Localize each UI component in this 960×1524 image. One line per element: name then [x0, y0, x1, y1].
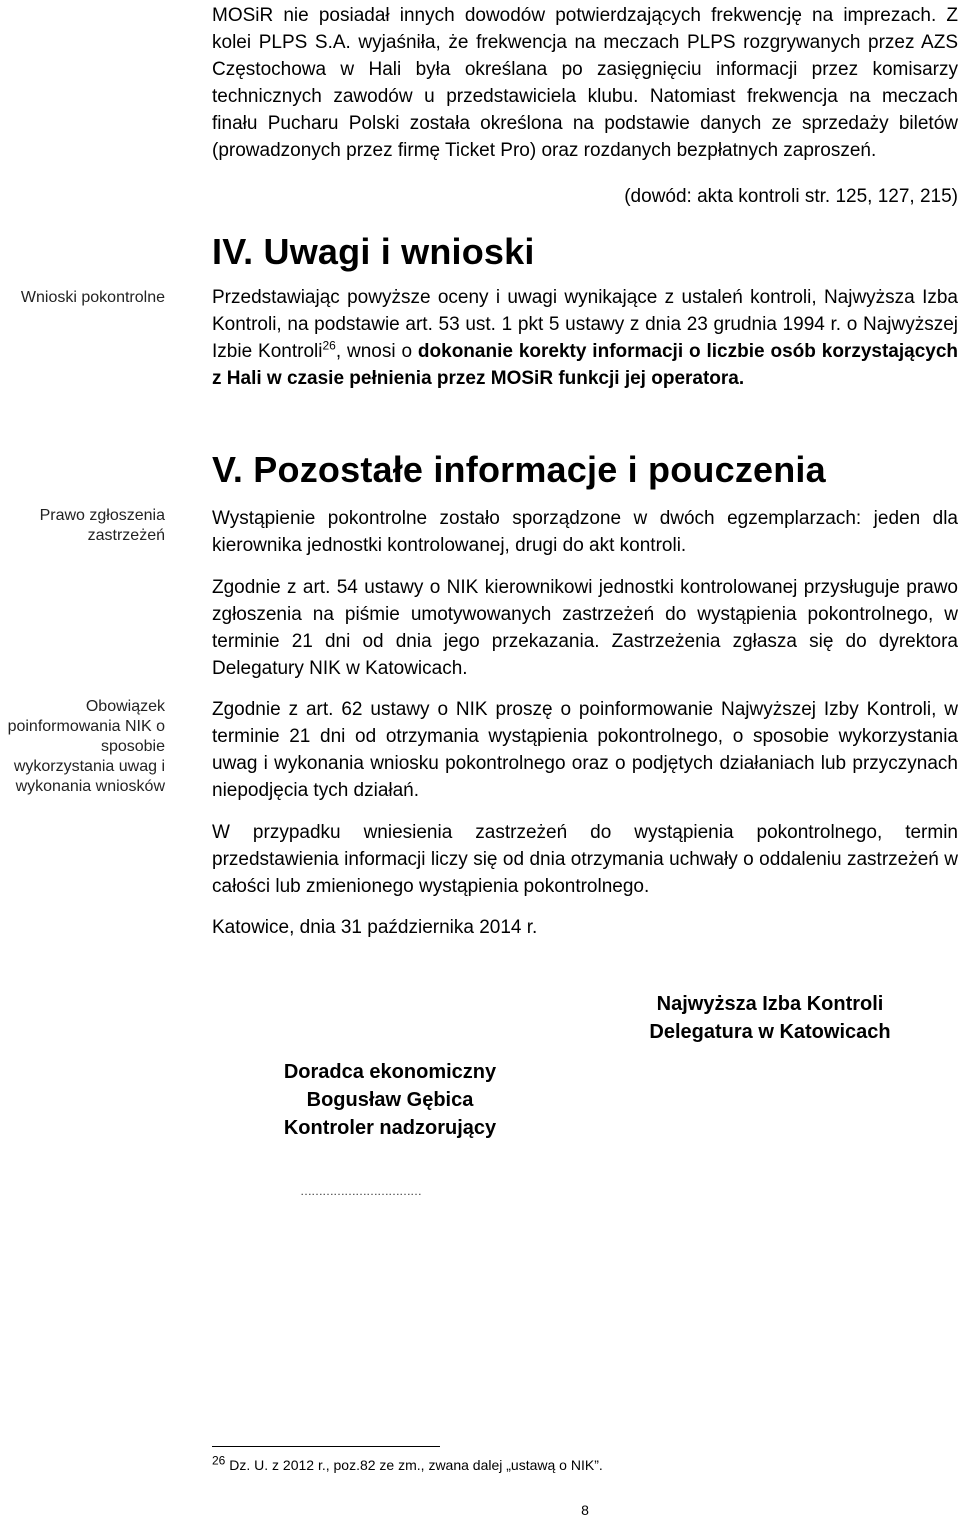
section-4-text-bold: dokonanie korekty informacji o liczbie osób korzystających z Hali w czasie pełnienia przez MOSiR funkcji jej operatora.	[212, 341, 958, 389]
section-4-paragraph	[212, 284, 958, 392]
margin-label-prawo: Prawo zgłoszenia zastrzeżeń	[39, 507, 165, 544]
signature-left-line-3: Kontroler nadzorujący	[283, 1117, 497, 1139]
section-5-para-1: Wystąpienie pokontrolne zostało sporządzone w dwóch egzemplarzach: jeden dla kierownika jednostki kontrolowanej, drugi do akt kontroli.	[212, 508, 958, 556]
section-5-heading: V. Pozostałe informacje i pouczenia	[212, 449, 826, 490]
margin-label-obowiazek: Obowiązek poinformowania NIK o sposobie wykorzystania uwag i wykonania wniosków	[7, 698, 165, 795]
footnote-number: 26	[212, 1453, 226, 1468]
section-5-para-3: Zgodnie z art. 62 ustawy o NIK proszę o poinformowanie Najwyższej Izby Kontroli, w terminie 21 dni od otrzymania wystąpienia pokontrolnego, o sposobie wykorzystania uwag i wykonania wniosku pokontrolnego oraz o podjętych działaniach lub przyczynach niepodjęcia tych działań.	[212, 699, 958, 801]
place-date: Katowice, dnia 31 października 2014 r.	[212, 917, 538, 938]
signature-left-line-1: Doradca ekonomiczny	[283, 1061, 497, 1083]
signature-right	[570, 990, 960, 1046]
signature-right-line-1: Najwyższa Izba Kontroli	[656, 993, 884, 1015]
section-5-para-4: W przypadku wniesienia zastrzeżeń do wystąpienia pokontrolnego, termin przedstawienia informacji liczy się od dnia otrzymania uchwały o oddaleniu zastrzeżeń w całości lub zmienionego wystąpienia pokontrolnego.	[212, 822, 958, 897]
margin-label-wnioski: Wnioski pokontrolne	[20, 289, 165, 306]
footnote-ref: 26	[322, 338, 336, 353]
signature-left	[230, 1058, 550, 1142]
signature-left-line-2: Bogusław Gębica	[306, 1089, 474, 1111]
footnote-separator	[212, 1446, 440, 1447]
section-4-text-pre: Przedstawiając powyższe oceny i uwagi wynikające z ustaleń kontroli, Najwyższa Izba Kontroli, na podstawie art. 53 ust. 1 pkt 5 ustawy z dnia 23 grudnia 1994 r. o Najwyższej Izbie Kontroli	[212, 287, 958, 362]
section-5-para-2: Zgodnie z art. 54 ustawy o NIK kierownikowi jednostki kontrolowanej przysługuje prawo zgłoszenia na piśmie umotywowanych zastrzeżeń do wystąpienia pokontrolnego, w terminie 21 dni od dnia jego przekazania. Zastrzeżenia zgłasza się do dyrektora Delegatury NIK w Katowicach.	[212, 577, 958, 679]
signature-dots: ……………………………	[300, 1184, 421, 1198]
signature-right-line-2: Delegatura w Katowicach	[649, 1021, 891, 1043]
top-paragraph: MOSiR nie posiadał innych dowodów potwierdzających frekwencję na imprezach. Z kolei PLPS S.A. wyjaśniła, że frekwencja na meczach PLPS rozgrywanych przez AZS Częstochowa w Hali była określana po zasięgnięciu informacji przez komisarzy technicznych zawodów u przedstawiciela klubu. Natomiast frekwencja na meczach finału Pucharu Polski została określona na podstawie danych ze sprzedaży biletów (prowadzonych przez firmę Ticket Pro) oraz rozdanych bezpłatnych zaproszeń.	[212, 5, 958, 161]
evidence-note: (dowód: akta kontroli str. 125, 127, 215)	[624, 186, 958, 207]
footnote-text: Dz. U. z 2012 r., poz.82 ze zm., zwana dalej „ustawą o NIK”.	[225, 1457, 603, 1473]
section-4-text-mid: , wnosi o	[335, 341, 418, 362]
section-4-heading: IV. Uwagi i wnioski	[212, 231, 535, 272]
page-number: 8	[581, 1502, 589, 1518]
footnote	[212, 1453, 603, 1474]
